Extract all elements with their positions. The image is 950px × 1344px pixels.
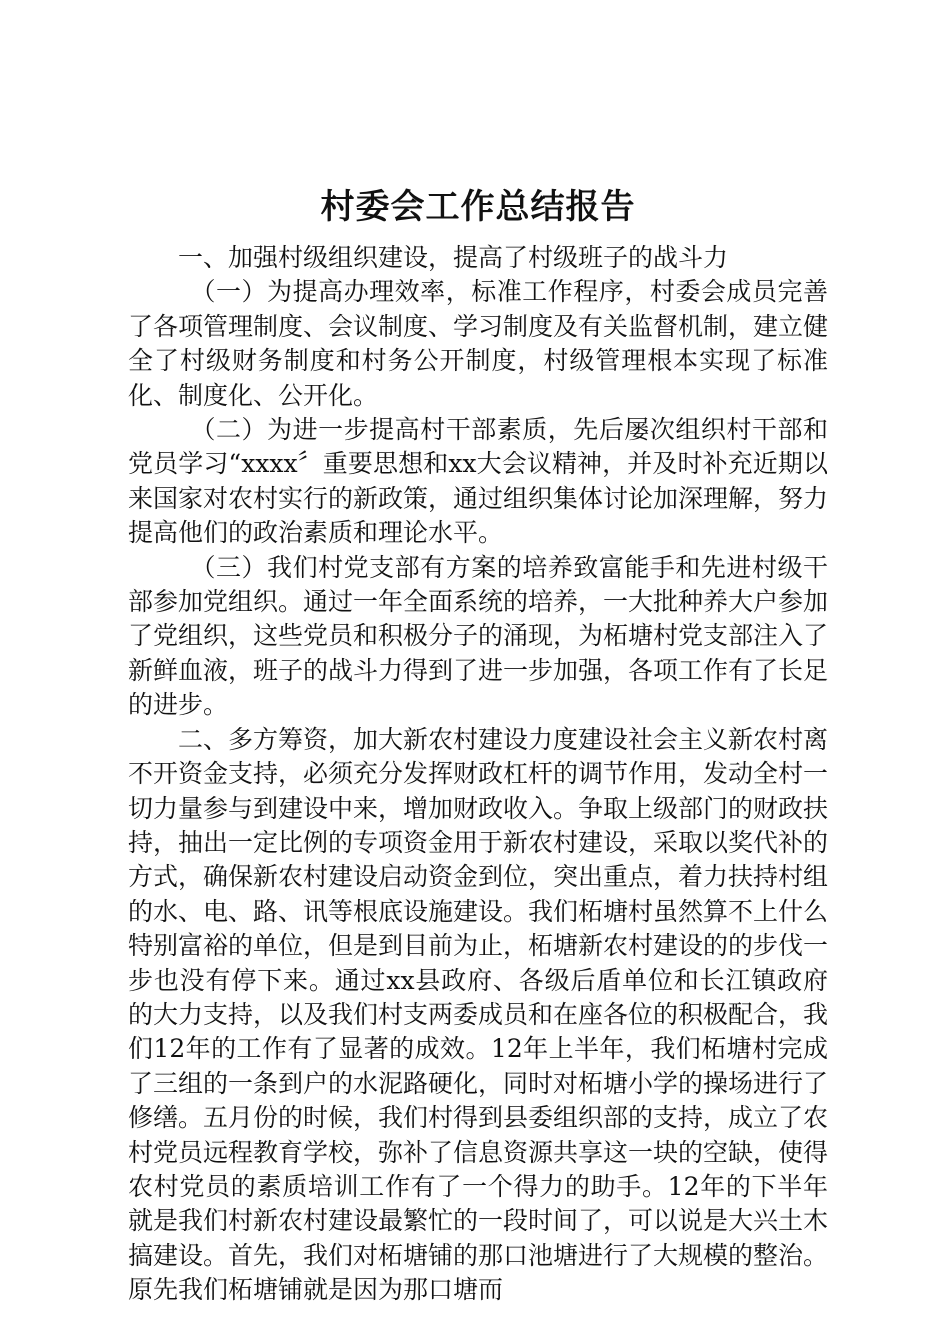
paragraph-3: （三）我们村党支部有方案的培养致富能手和先进村级干部参加党组织。通过一年全面系统的培养，一大批种养大户参加了党组织，这些党员和积极分子的涌现，为柘塘村党支部注入了新鲜血液，班子的战斗力得到了进一步加强，各项工作有了长足的进步。 [128,552,829,720]
paragraph-2: （二）为进一步提高村干部素质，先后屡次组织村干部和党员学习“xxxx〞重要思想和xx大会议精神，并及时补充近期以来国家对农村实行的新政策，通过组织集体讨论加深理解，努力提高他们的政治素质和理论水平。 [128,415,829,548]
paragraph-1: （一）为提高办理效率，标准工作程序，村委会成员完善了各项管理制度、会议制度、学习制度及有关监督机制，建立健全了村级财务制度和村务公开制度，村级管理根本实现了标准化、制度化、公开化。 [128,277,829,410]
section-heading-1: 一、加强村级组织建设，提高了村级班子的战斗力 [178,243,729,272]
document-title: 村委会工作总结报告 [320,187,636,227]
section-2-paragraph: 二、多方筹资，加大新农村建设力度建设社会主义新农村离不开资金支持，必须充分发挥财政杠杆的调节作用，发动全村一切力量参与到建设中来，增加财政收入。争取上级部门的财政扶持，抽出一定比例的专项资金用于新农村建设，采取以奖代补的方式，确保新农村建设启动资金到位，突出重点，着力扶持村组的水、电、路、讯等根底设施建设。我们柘塘村虽然算不上什么特别富裕的单位，但是到目前为止，柘塘新农村建设的的步伐一步也没有停下来。通过xx县政府、各级后盾单位和长江镇政府的大力支持，以及我们村支两委成员和在座各位的积极配合，我们12年的工作有了显著的成效。12年上半年，我们柘塘村完成了三组的一条到户的水泥路硬化，同时对柘塘小学的操场进行了修缮。五月份的时候，我们村得到县委组织部的支持，成立了农村党员远程教育学校，弥补了信息资源共享这一块的空缺，使得农村党员的素质培训工作有了一个得力的助手。12年的下半年就是我们村新农村建设最繁忙的一段时间了，可以说是大兴土木搞建设。首先，我们对柘塘铺的那口池塘进行了大规模的整治。原先我们柘塘铺就是因为那口塘而 [128,724,829,1305]
